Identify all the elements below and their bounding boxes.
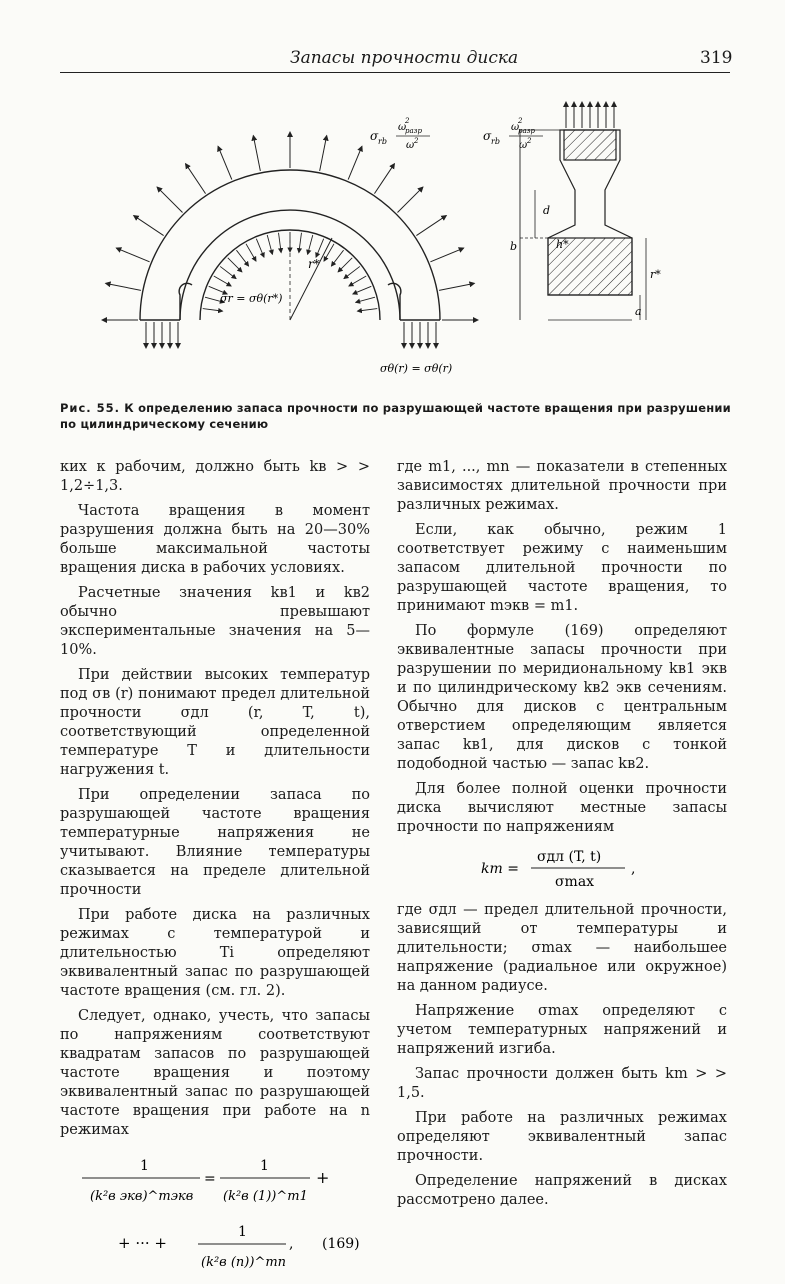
svg-text:rb: rb xyxy=(378,137,387,146)
eq-km-den: σmax xyxy=(555,874,595,890)
eq-comma: , xyxy=(289,1236,294,1252)
svg-text:разр: разр xyxy=(405,127,422,135)
eq-num-1: 1 xyxy=(140,1158,149,1174)
right-paragraph-4: Для более полной оценки прочности диска вычисляют местные запасы прочности по напряжениям xyxy=(397,781,727,835)
sigma-rb-label-right xyxy=(483,117,543,151)
outer-arrow xyxy=(348,146,362,179)
figure-55 xyxy=(80,90,740,390)
eq-plus: + xyxy=(316,1168,330,1187)
label-h-star: h* xyxy=(556,238,569,251)
svg-text:2: 2 xyxy=(405,117,410,125)
inner-arrow xyxy=(308,235,313,254)
eq-num-3: 1 xyxy=(238,1224,247,1240)
outer-arrow xyxy=(374,164,394,194)
right-paragraph-3: По формуле (169) определяют эквивалентные запасы прочности при разрушении по меридиональному kв1 экв и по цилиндрическому kв2 экв сечениям. Обычно для дисков с центральным отверстием определяющим является запас kв1, для дисков с тонкой подободной частью — запас kв2. xyxy=(397,623,727,772)
caption-text: К определению запаса прочности по разрушающей частоте вращения при разрушении по цилиндрическому сечению xyxy=(60,401,731,431)
left-paragraph-2: Частота вращения в момент разрушения должна быть на 20—30% больше максимальной частоты вращения диска в рабочих условиях. xyxy=(60,503,370,576)
inner-arrow xyxy=(338,258,352,272)
disk-cross-section xyxy=(520,130,646,320)
inner-arrow xyxy=(214,276,231,286)
left-paragraph-5: При определении запаса по разрушающей частоте вращения температурные напряжения не учитывают. Влияние температуры сказывается на пределе длительной прочности xyxy=(60,787,370,898)
inner-arrow xyxy=(203,309,223,312)
svg-text:2: 2 xyxy=(518,117,523,125)
svg-text:разр: разр xyxy=(518,127,535,135)
outer-arrow xyxy=(430,248,463,262)
right-paragraph-1: где m1, ..., mn — показатели в степенных зависимостях длительной прочности при различных режимах. xyxy=(397,459,727,513)
eq-km-comma: , xyxy=(631,861,636,877)
eq-equals: = xyxy=(204,1171,216,1187)
right-paragraph-9: Определение напряжений в дисках рассмотрено далее. xyxy=(397,1173,727,1208)
eq-num-2: 1 xyxy=(260,1158,269,1174)
label-sigma-r: σr = σθ(r*) xyxy=(220,292,283,305)
outer-arrow xyxy=(439,283,474,290)
inner-arrow xyxy=(267,235,272,254)
label-sigma-theta: σθ(r) = σθ(r) xyxy=(380,362,453,375)
inner-arrow xyxy=(356,297,375,302)
outer-arrow xyxy=(186,164,206,194)
equation-km xyxy=(397,843,727,893)
eq-den-left: (k²в экв)^mэкв xyxy=(90,1189,194,1204)
left-paragraph-6: При работе диска на различных режимах с температурой и длительностью Ti определяют эквивалентный запас по разрушающей частоте вращения (см. гл. 2). xyxy=(60,907,370,999)
left-paragraph-4: При действии высоких температур под σв (r) понимают предел длительной прочности σдл (r, T, t), соответствующий определенной температуре T и длительности нагружения t. xyxy=(60,667,370,778)
inner-arrow xyxy=(349,276,366,286)
svg-text:ω: ω xyxy=(519,140,528,151)
label-a: a xyxy=(635,305,642,318)
inner-arrow xyxy=(256,239,264,257)
header-rule xyxy=(60,72,730,73)
radius-line xyxy=(290,238,332,320)
inner-arrow xyxy=(324,244,334,261)
inner-arrow xyxy=(344,266,360,278)
label-r-star: r* xyxy=(308,257,320,271)
eq-den-rn: (k²в (n))^mn xyxy=(201,1255,287,1270)
caption-label: Рис. 55. xyxy=(60,401,121,415)
svg-text:2: 2 xyxy=(414,137,419,145)
inner-arrow xyxy=(228,258,242,272)
outer-arrow xyxy=(106,283,141,290)
rim-load-arrows xyxy=(566,102,614,128)
inner-arrow xyxy=(279,233,282,253)
inner-arrow xyxy=(246,244,256,261)
eq-den-r1: (k²в (1))^m1 xyxy=(223,1189,308,1204)
svg-text:σ: σ xyxy=(370,129,379,143)
svg-text:σ: σ xyxy=(483,129,492,143)
label-r-star-right: r* xyxy=(650,268,661,281)
svg-text:ω: ω xyxy=(511,122,520,133)
sigma-rb-label-left xyxy=(370,117,430,151)
eq-number: (169) xyxy=(322,1236,360,1252)
inner-arrow xyxy=(357,309,377,312)
outer-arrow xyxy=(157,187,182,212)
label-d: d xyxy=(543,204,551,217)
outer-arrow xyxy=(397,187,422,212)
left-paragraph-3: Расчетные значения kв1 и kв2 обычно превышают экспериментальные значения на 5—10%. xyxy=(60,585,370,658)
outer-arrow xyxy=(416,216,446,236)
figure-caption xyxy=(60,400,732,432)
inner-arrow xyxy=(316,239,324,257)
right-paragraph-7: Запас прочности должен быть km > > 1,5. xyxy=(397,1066,727,1101)
outer-arrow xyxy=(320,136,327,171)
inner-arrow xyxy=(353,286,371,294)
page-number: 319 xyxy=(700,48,733,68)
end-load-arrows xyxy=(146,322,436,348)
outer-arrow xyxy=(134,216,164,236)
outer-arrow xyxy=(116,248,149,262)
right-paragraph-8: При работе на различных режимах определяют эквивалентный запас прочности. xyxy=(397,1110,727,1164)
right-paragraph-5: где σдл — предел длительной прочности, зависящий от температуры и длительности; σmax — наибольшее напряжение (радиальное или окружное) на данном радиусе. xyxy=(397,902,727,994)
inner-arrow xyxy=(331,250,343,266)
label-b: b xyxy=(510,240,518,253)
running-title: Запасы прочности диска xyxy=(290,48,519,68)
right-paragraph-6: Напряжение σmax определяют с учетом температурных напряжений и напряжений изгиба. xyxy=(397,1003,727,1057)
svg-text:ω: ω xyxy=(406,140,415,151)
left-column xyxy=(60,458,370,1284)
right-column xyxy=(397,458,727,1216)
right-paragraph-2: Если, как обычно, режим 1 соответствует режиму с наименьшим запасом длительной прочности по разрушающей частоте вращения, то принимают mэкв = m1. xyxy=(397,522,727,614)
inner-arrow xyxy=(220,266,236,278)
svg-text:2: 2 xyxy=(527,137,532,145)
eq-km-lhs: km = xyxy=(481,861,519,877)
eq-km-num: σдл (T, t) xyxy=(537,849,602,865)
left-paragraph-7: Следует, однако, учесть, что запасы по напряжениям соответствуют квадратам запасов по разрушающей частоте вращения и поэтому эквивалентный запас по разрушающей частоте вращения при работе на n режимах xyxy=(60,1008,370,1138)
eq-dots: + ··· + xyxy=(118,1234,167,1252)
equation-169 xyxy=(60,1148,370,1278)
left-paragraph-1: ких к рабочим, должно быть kв > > 1,2÷1,3. xyxy=(60,459,370,494)
outer-arrow xyxy=(253,136,260,171)
inner-arrow xyxy=(236,250,248,266)
outer-arrow xyxy=(218,146,232,179)
figure-diagram xyxy=(80,90,740,390)
svg-text:rb: rb xyxy=(491,137,500,146)
svg-text:ω: ω xyxy=(398,122,407,133)
inner-arrow xyxy=(299,233,302,253)
